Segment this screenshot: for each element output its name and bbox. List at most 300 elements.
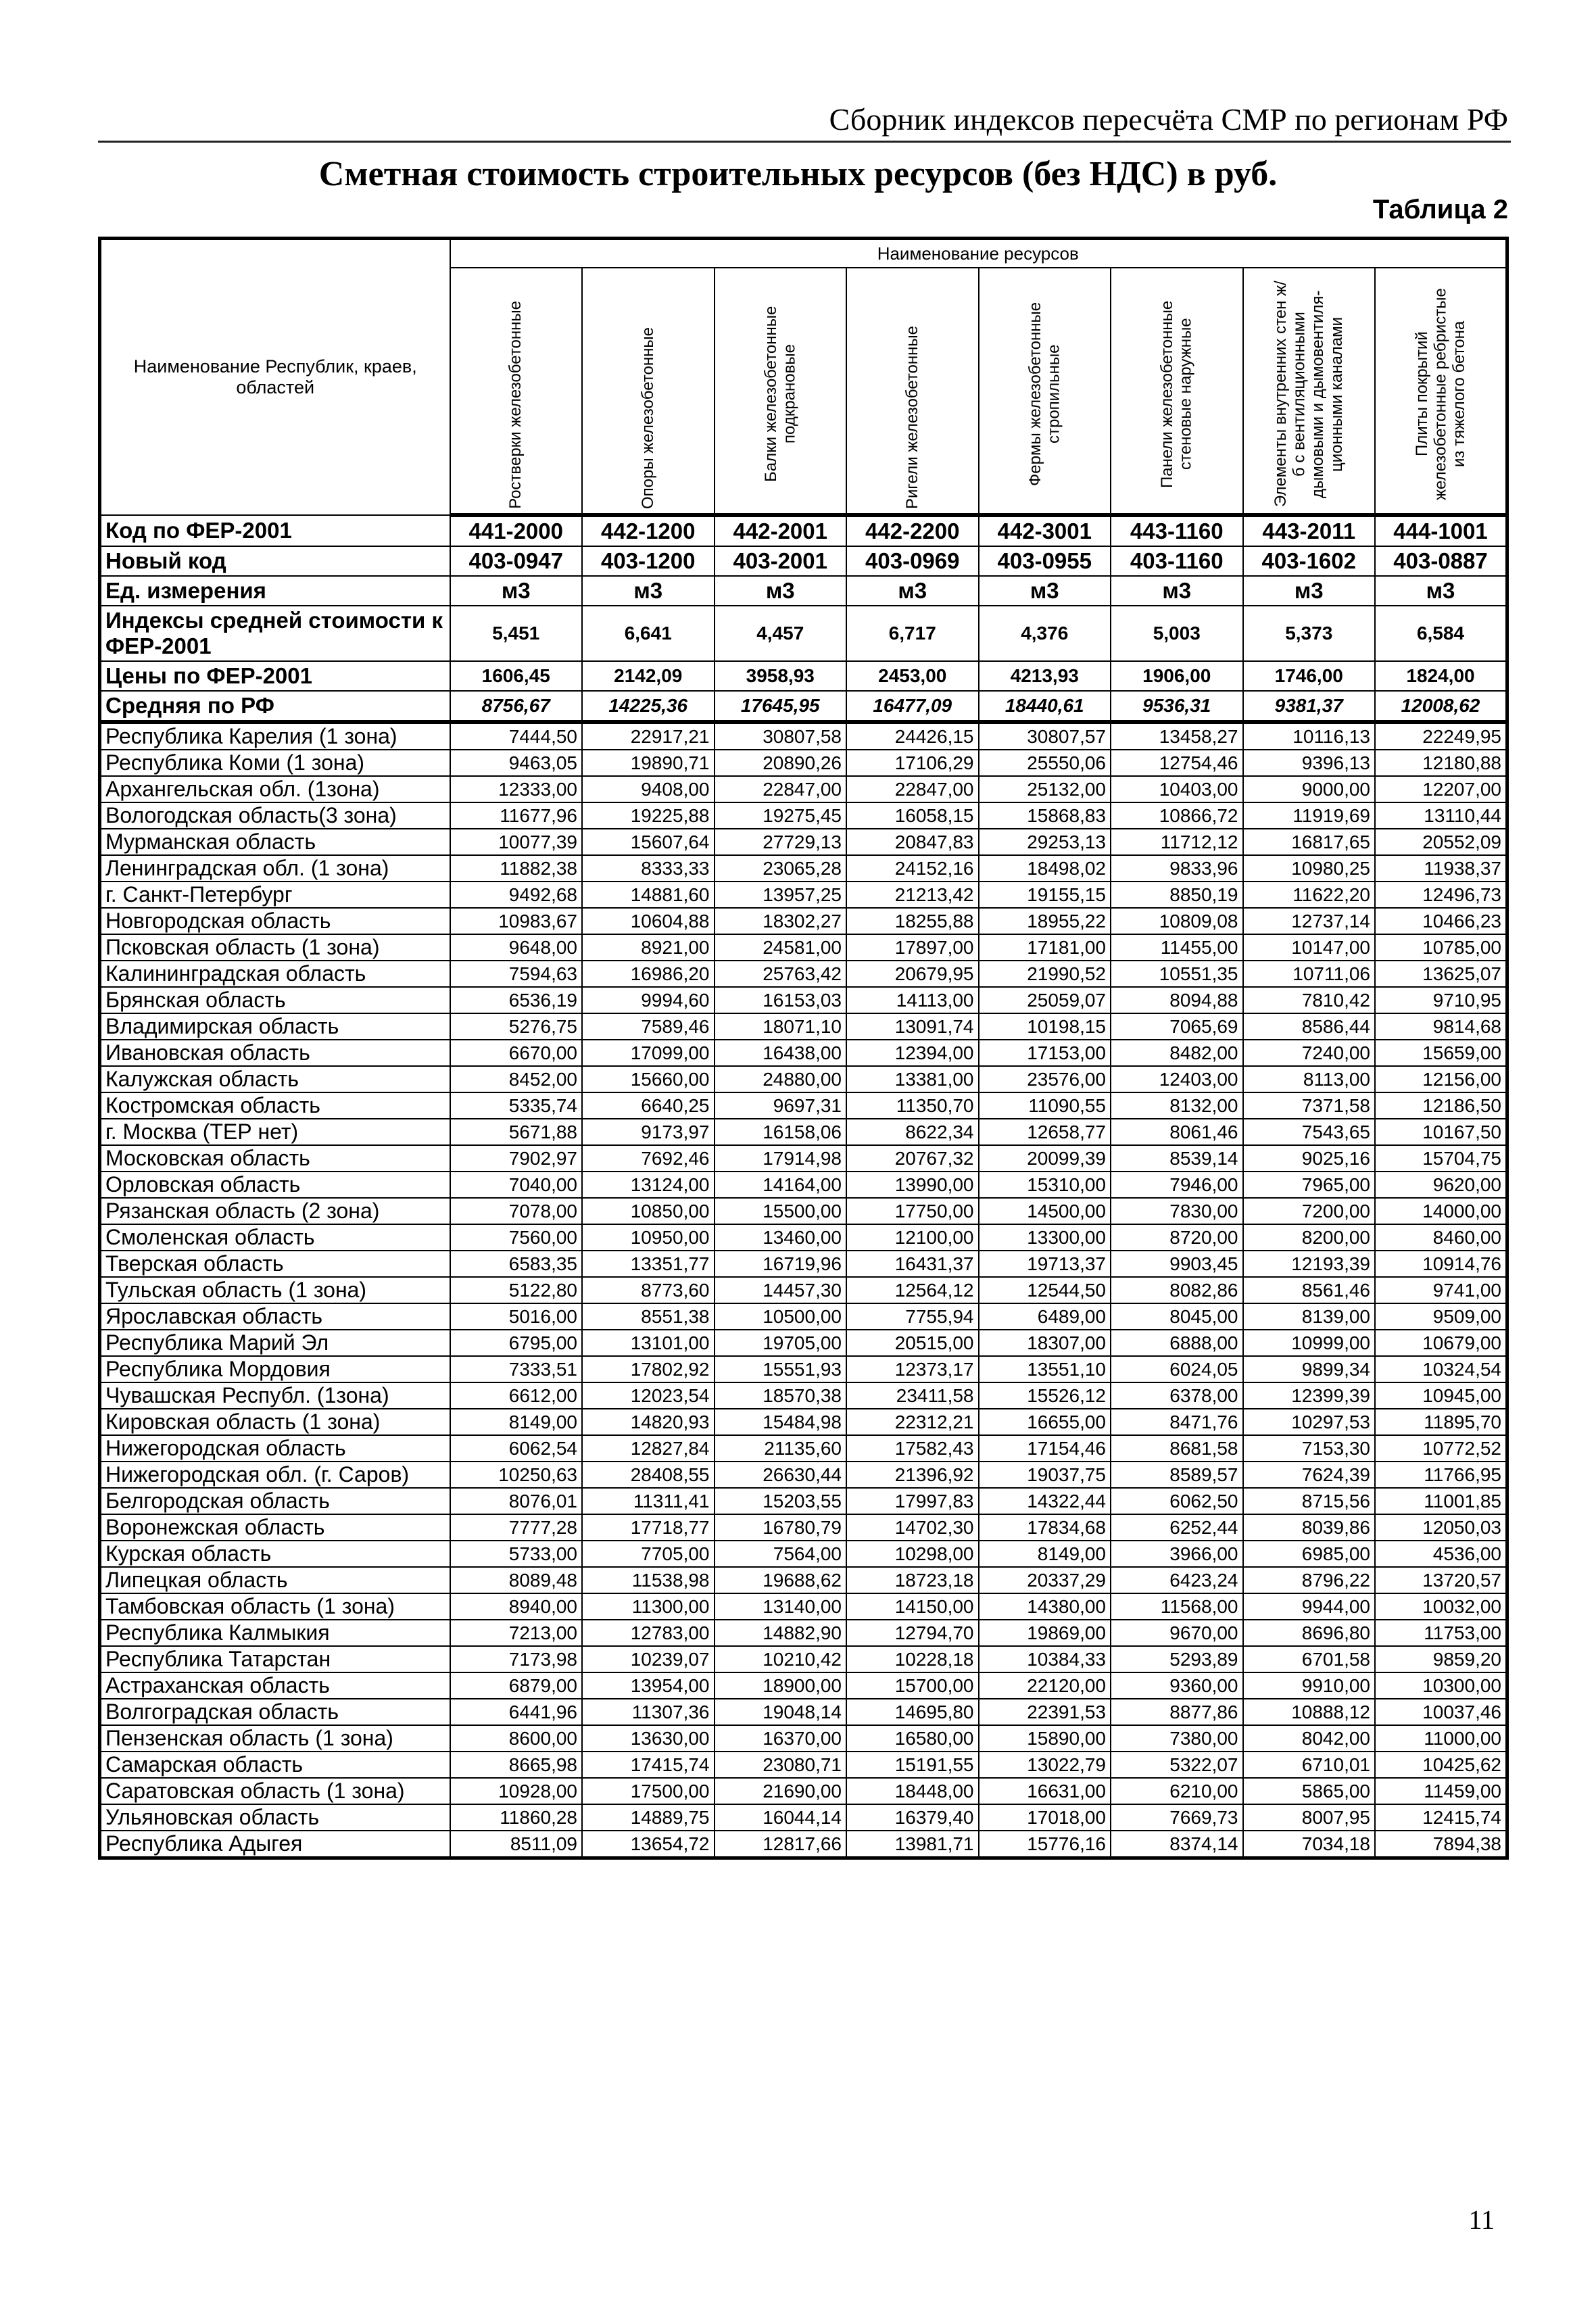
table-row bbox=[100, 1013, 1507, 1040]
price-cell: 8561,46 bbox=[1243, 1277, 1376, 1303]
region-name: Тверская область bbox=[100, 1251, 450, 1277]
price-cell: 15659,00 bbox=[1375, 1040, 1507, 1066]
price-cell: 11090,55 bbox=[979, 1092, 1111, 1119]
region-name: Ивановская область bbox=[100, 1040, 450, 1066]
price-cell: 21990,52 bbox=[979, 961, 1111, 987]
table-row bbox=[100, 1778, 1507, 1804]
price-cell: 21213,42 bbox=[846, 882, 979, 908]
region-name: Новгородская область bbox=[100, 908, 450, 934]
price-cell: 19048,14 bbox=[715, 1699, 847, 1725]
price-cell: 17018,00 bbox=[979, 1804, 1111, 1831]
region-name: Ульяновская область bbox=[100, 1804, 450, 1831]
price-cell: 13101,00 bbox=[582, 1330, 715, 1356]
meta-cell: 3958,93 bbox=[715, 661, 847, 691]
region-name: Липецкая область bbox=[100, 1567, 450, 1593]
price-cell: 13091,74 bbox=[846, 1013, 979, 1040]
meta-row-label: Код по ФЕР-2001 bbox=[100, 515, 450, 546]
price-cell: 12817,66 bbox=[715, 1831, 847, 1858]
price-cell: 20552,09 bbox=[1375, 829, 1507, 855]
price-cell: 12100,00 bbox=[846, 1224, 979, 1251]
price-cell: 6062,54 bbox=[450, 1435, 583, 1462]
region-name: Нижегородская обл. (г. Саров) bbox=[100, 1462, 450, 1488]
price-cell: 12754,46 bbox=[1111, 750, 1243, 776]
header-rule bbox=[98, 141, 1511, 143]
price-cell: 20679,95 bbox=[846, 961, 979, 987]
table-row bbox=[100, 1330, 1507, 1356]
price-cell: 10551,35 bbox=[1111, 961, 1243, 987]
price-cell: 25763,42 bbox=[715, 961, 847, 987]
resource-column-header bbox=[715, 268, 847, 515]
price-cell: 10888,12 bbox=[1243, 1699, 1376, 1725]
price-cell: 19713,37 bbox=[979, 1251, 1111, 1277]
price-cell: 12050,03 bbox=[1375, 1514, 1507, 1541]
price-cell: 19890,71 bbox=[582, 750, 715, 776]
price-cell: 30807,57 bbox=[979, 722, 1111, 750]
price-cell: 10116,13 bbox=[1243, 722, 1376, 750]
region-name: Республика Марий Эл bbox=[100, 1330, 450, 1356]
price-cell: 9000,00 bbox=[1243, 776, 1376, 802]
price-cell: 8796,22 bbox=[1243, 1567, 1376, 1593]
price-cell: 27729,13 bbox=[715, 829, 847, 855]
price-cell: 7894,38 bbox=[1375, 1831, 1507, 1858]
price-cell: 7810,42 bbox=[1243, 987, 1376, 1013]
price-cell: 11766,95 bbox=[1375, 1462, 1507, 1488]
price-cell: 13630,00 bbox=[582, 1725, 715, 1752]
meta-row bbox=[100, 691, 1507, 722]
price-cell: 10980,25 bbox=[1243, 855, 1376, 882]
table-row bbox=[100, 750, 1507, 776]
price-cell: 11895,70 bbox=[1375, 1409, 1507, 1435]
resource-column-header bbox=[1243, 268, 1376, 515]
price-cell: 6701,58 bbox=[1243, 1646, 1376, 1672]
meta-cell: 16477,09 bbox=[846, 691, 979, 722]
price-cell: 20337,29 bbox=[979, 1567, 1111, 1593]
price-cell: 16044,14 bbox=[715, 1804, 847, 1831]
price-cell: 7560,00 bbox=[450, 1224, 583, 1251]
price-cell: 5122,80 bbox=[450, 1277, 583, 1303]
price-cell: 9944,00 bbox=[1243, 1593, 1376, 1620]
price-cell: 13654,72 bbox=[582, 1831, 715, 1858]
running-head: Сборник индексов пересчёта СМР по регионам РФ bbox=[829, 102, 1508, 137]
price-cell: 8045,00 bbox=[1111, 1303, 1243, 1330]
price-cell: 18570,38 bbox=[715, 1382, 847, 1409]
price-cell: 10928,00 bbox=[450, 1778, 583, 1804]
price-cell: 7078,00 bbox=[450, 1198, 583, 1224]
region-name: Орловская область bbox=[100, 1172, 450, 1198]
price-cell: 9408,00 bbox=[582, 776, 715, 802]
price-cell: 8149,00 bbox=[979, 1541, 1111, 1567]
price-cell: 13954,00 bbox=[582, 1672, 715, 1699]
meta-cell: 12008,62 bbox=[1375, 691, 1507, 722]
meta-row bbox=[100, 576, 1507, 606]
price-cell: 14881,60 bbox=[582, 882, 715, 908]
price-cell: 6670,00 bbox=[450, 1040, 583, 1066]
resource-column-header bbox=[582, 268, 715, 515]
price-cell: 15500,00 bbox=[715, 1198, 847, 1224]
region-name: Ярославская область bbox=[100, 1303, 450, 1330]
price-cell: 8113,00 bbox=[1243, 1066, 1376, 1092]
price-cell: 8720,00 bbox=[1111, 1224, 1243, 1251]
region-name: Курская область bbox=[100, 1541, 450, 1567]
price-cell: 11300,00 bbox=[582, 1593, 715, 1620]
region-name: Белгородская область bbox=[100, 1488, 450, 1514]
price-cell: 8076,01 bbox=[450, 1488, 583, 1514]
price-cell: 13460,00 bbox=[715, 1224, 847, 1251]
region-name: Воронежская область bbox=[100, 1514, 450, 1541]
meta-cell: м3 bbox=[1111, 576, 1243, 606]
price-cell: 6489,00 bbox=[979, 1303, 1111, 1330]
price-cell: 21690,00 bbox=[715, 1778, 847, 1804]
price-cell: 25550,06 bbox=[979, 750, 1111, 776]
price-cell: 12180,88 bbox=[1375, 750, 1507, 776]
price-cell: 11459,00 bbox=[1375, 1778, 1507, 1804]
price-cell: 6378,00 bbox=[1111, 1382, 1243, 1409]
price-cell: 18307,00 bbox=[979, 1330, 1111, 1356]
price-cell: 19275,45 bbox=[715, 802, 847, 829]
price-cell: 6024,05 bbox=[1111, 1356, 1243, 1382]
price-cell: 20890,26 bbox=[715, 750, 847, 776]
price-cell: 10983,67 bbox=[450, 908, 583, 934]
table-row bbox=[100, 961, 1507, 987]
meta-cell: 403-1160 bbox=[1111, 546, 1243, 576]
price-cell: 23065,28 bbox=[715, 855, 847, 882]
price-cell: 6879,00 bbox=[450, 1672, 583, 1699]
price-cell: 19037,75 bbox=[979, 1462, 1111, 1488]
price-cell: 9899,34 bbox=[1243, 1356, 1376, 1382]
price-cell: 10210,42 bbox=[715, 1646, 847, 1672]
resource-column-label: Плиты покрытий железобетонные ребристые из тяжелого бетона bbox=[1412, 288, 1468, 500]
region-name: Тамбовская область (1 зона) bbox=[100, 1593, 450, 1620]
price-cell: 11938,37 bbox=[1375, 855, 1507, 882]
region-name: Республика Татарстан bbox=[100, 1646, 450, 1672]
region-name: Московская область bbox=[100, 1145, 450, 1172]
price-cell: 16631,00 bbox=[979, 1778, 1111, 1804]
price-cell: 10785,00 bbox=[1375, 934, 1507, 961]
price-cell: 14882,90 bbox=[715, 1620, 847, 1646]
price-cell: 24426,15 bbox=[846, 722, 979, 750]
price-cell: 22120,00 bbox=[979, 1672, 1111, 1699]
price-cell: 12403,00 bbox=[1111, 1066, 1243, 1092]
price-cell: 8850,19 bbox=[1111, 882, 1243, 908]
region-name: Волгоградская область bbox=[100, 1699, 450, 1725]
price-cell: 14500,00 bbox=[979, 1198, 1111, 1224]
meta-cell: 1606,45 bbox=[450, 661, 583, 691]
price-cell: 11311,41 bbox=[582, 1488, 715, 1514]
price-cell: 11350,70 bbox=[846, 1092, 979, 1119]
price-cell: 15191,55 bbox=[846, 1752, 979, 1778]
price-cell: 10300,00 bbox=[1375, 1672, 1507, 1699]
price-cell: 23080,71 bbox=[715, 1752, 847, 1778]
price-cell: 5016,00 bbox=[450, 1303, 583, 1330]
price-cell: 9463,05 bbox=[450, 750, 583, 776]
meta-cell: 1906,00 bbox=[1111, 661, 1243, 691]
table-row bbox=[100, 1541, 1507, 1567]
price-cell: 18255,88 bbox=[846, 908, 979, 934]
price-cell: 6441,96 bbox=[450, 1699, 583, 1725]
price-cell: 7200,00 bbox=[1243, 1198, 1376, 1224]
price-cell: 15868,83 bbox=[979, 802, 1111, 829]
price-cell: 9859,20 bbox=[1375, 1646, 1507, 1672]
price-cell: 11677,96 bbox=[450, 802, 583, 829]
price-cell: 15310,00 bbox=[979, 1172, 1111, 1198]
price-cell: 16158,06 bbox=[715, 1119, 847, 1145]
table-row bbox=[100, 829, 1507, 855]
price-cell: 15660,00 bbox=[582, 1066, 715, 1092]
price-cell: 15890,00 bbox=[979, 1725, 1111, 1752]
price-cell: 13720,57 bbox=[1375, 1567, 1507, 1593]
price-cell: 12564,12 bbox=[846, 1277, 979, 1303]
price-cell: 7034,18 bbox=[1243, 1831, 1376, 1858]
price-cell: 24581,00 bbox=[715, 934, 847, 961]
table-row bbox=[100, 1409, 1507, 1435]
page-title: Сметная стоимость строительных ресурсов (без НДС) в руб. bbox=[318, 155, 1278, 193]
price-cell: 7444,50 bbox=[450, 722, 583, 750]
price-cell: 5293,89 bbox=[1111, 1646, 1243, 1672]
price-cell: 11001,85 bbox=[1375, 1488, 1507, 1514]
price-cell: 16580,00 bbox=[846, 1725, 979, 1752]
price-cell: 10077,39 bbox=[450, 829, 583, 855]
price-cell: 11882,38 bbox=[450, 855, 583, 882]
price-cell: 6423,24 bbox=[1111, 1567, 1243, 1593]
price-cell: 20515,00 bbox=[846, 1330, 979, 1356]
price-cell: 10999,00 bbox=[1243, 1330, 1376, 1356]
region-name: Калужская область bbox=[100, 1066, 450, 1092]
price-cell: 10147,00 bbox=[1243, 934, 1376, 961]
meta-cell: 1824,00 bbox=[1375, 661, 1507, 691]
price-cell: 11622,20 bbox=[1243, 882, 1376, 908]
price-cell: 16719,96 bbox=[715, 1251, 847, 1277]
price-cell: 7173,98 bbox=[450, 1646, 583, 1672]
price-cell: 9620,00 bbox=[1375, 1172, 1507, 1198]
price-cell: 22847,00 bbox=[846, 776, 979, 802]
region-name: г. Москва (ТЕР нет) bbox=[100, 1119, 450, 1145]
price-cell: 17099,00 bbox=[582, 1040, 715, 1066]
table-row bbox=[100, 1198, 1507, 1224]
resource-column-label: Опоры железобетонные bbox=[638, 327, 657, 509]
table-row bbox=[100, 1752, 1507, 1778]
meta-cell: 5,451 bbox=[450, 606, 583, 661]
resource-column-label: Фермы железобетонные стропильные bbox=[1025, 301, 1063, 487]
price-cell: 5865,00 bbox=[1243, 1778, 1376, 1804]
table-row bbox=[100, 1488, 1507, 1514]
price-cell: 8374,14 bbox=[1111, 1831, 1243, 1858]
meta-cell: 6,641 bbox=[582, 606, 715, 661]
meta-cell: 8756,67 bbox=[450, 691, 583, 722]
table-number: Таблица 2 bbox=[1372, 195, 1508, 224]
price-cell: 17181,00 bbox=[979, 934, 1111, 961]
table-row bbox=[100, 776, 1507, 802]
price-cell: 22391,53 bbox=[979, 1699, 1111, 1725]
region-name: Архангельская обл. (1зона) bbox=[100, 776, 450, 802]
price-cell: 12794,70 bbox=[846, 1620, 979, 1646]
price-cell: 9814,68 bbox=[1375, 1013, 1507, 1040]
price-cell: 3966,00 bbox=[1111, 1541, 1243, 1567]
price-cell: 10466,23 bbox=[1375, 908, 1507, 934]
price-cell: 8039,86 bbox=[1243, 1514, 1376, 1541]
meta-cell: 403-2001 bbox=[715, 546, 847, 576]
price-cell: 9025,16 bbox=[1243, 1145, 1376, 1172]
price-cell: 17834,68 bbox=[979, 1514, 1111, 1541]
region-column-header: Наименование Республик, краев, областей bbox=[100, 239, 450, 516]
table-row bbox=[100, 1303, 1507, 1330]
price-cell: 9903,45 bbox=[1111, 1251, 1243, 1277]
meta-cell: 6,584 bbox=[1375, 606, 1507, 661]
price-cell: 9396,13 bbox=[1243, 750, 1376, 776]
price-cell: 12023,54 bbox=[582, 1382, 715, 1409]
table-row bbox=[100, 722, 1507, 750]
price-cell: 9741,00 bbox=[1375, 1277, 1507, 1303]
meta-cell: м3 bbox=[846, 576, 979, 606]
table-row bbox=[100, 1831, 1507, 1858]
meta-cell: 9381,37 bbox=[1243, 691, 1376, 722]
price-cell: 14457,30 bbox=[715, 1277, 847, 1303]
region-name: Республика Карелия (1 зона) bbox=[100, 722, 450, 750]
meta-cell: 4,457 bbox=[715, 606, 847, 661]
price-cell: 10032,00 bbox=[1375, 1593, 1507, 1620]
price-cell: 7333,51 bbox=[450, 1356, 583, 1382]
price-cell: 19869,00 bbox=[979, 1620, 1111, 1646]
price-cell: 17897,00 bbox=[846, 934, 979, 961]
table-row bbox=[100, 1593, 1507, 1620]
price-cell: 10500,00 bbox=[715, 1303, 847, 1330]
price-cell: 16438,00 bbox=[715, 1040, 847, 1066]
region-name: Республика Адыгея bbox=[100, 1831, 450, 1858]
region-name: Смоленская область bbox=[100, 1224, 450, 1251]
region-name: Тульская область (1 зона) bbox=[100, 1277, 450, 1303]
resource-column-header bbox=[1375, 268, 1507, 515]
price-cell: 11538,98 bbox=[582, 1567, 715, 1593]
price-cell: 8622,34 bbox=[846, 1119, 979, 1145]
meta-cell: 403-1602 bbox=[1243, 546, 1376, 576]
price-cell: 13140,00 bbox=[715, 1593, 847, 1620]
price-cell: 10228,18 bbox=[846, 1646, 979, 1672]
price-cell: 22847,00 bbox=[715, 776, 847, 802]
table-row bbox=[100, 1804, 1507, 1831]
price-cell: 16986,20 bbox=[582, 961, 715, 987]
price-cell: 11712,12 bbox=[1111, 829, 1243, 855]
resource-column-header bbox=[1111, 268, 1243, 515]
resource-cost-table bbox=[98, 237, 1509, 1860]
meta-row bbox=[100, 546, 1507, 576]
price-cell: 16370,00 bbox=[715, 1725, 847, 1752]
price-cell: 13458,27 bbox=[1111, 722, 1243, 750]
price-cell: 10384,33 bbox=[979, 1646, 1111, 1672]
price-cell: 12783,00 bbox=[582, 1620, 715, 1646]
resource-column-label: Элементы внутренних стен ж/б с вентиляционными дымовыми и дымовентиля-ционными каналами bbox=[1272, 281, 1346, 508]
price-cell: 10866,72 bbox=[1111, 802, 1243, 829]
price-cell: 17106,29 bbox=[846, 750, 979, 776]
price-cell: 24880,00 bbox=[715, 1066, 847, 1092]
price-cell: 10772,52 bbox=[1375, 1435, 1507, 1462]
price-cell: 18955,22 bbox=[979, 908, 1111, 934]
price-cell: 15700,00 bbox=[846, 1672, 979, 1699]
price-cell: 14820,93 bbox=[582, 1409, 715, 1435]
price-cell: 13957,25 bbox=[715, 882, 847, 908]
price-cell: 23411,58 bbox=[846, 1382, 979, 1409]
price-cell: 7240,00 bbox=[1243, 1040, 1376, 1066]
price-cell: 30807,58 bbox=[715, 722, 847, 750]
meta-cell: 18440,61 bbox=[979, 691, 1111, 722]
price-cell: 10679,00 bbox=[1375, 1330, 1507, 1356]
price-cell: 7669,73 bbox=[1111, 1804, 1243, 1831]
price-cell: 15526,12 bbox=[979, 1382, 1111, 1409]
meta-row-label: Цены по ФЕР-2001 bbox=[100, 661, 450, 691]
price-cell: 12737,14 bbox=[1243, 908, 1376, 934]
price-cell: 14702,30 bbox=[846, 1514, 979, 1541]
table-row bbox=[100, 1066, 1507, 1092]
price-cell: 8600,00 bbox=[450, 1725, 583, 1752]
resource-column-header bbox=[450, 268, 583, 515]
table-row bbox=[100, 908, 1507, 934]
price-cell: 16655,00 bbox=[979, 1409, 1111, 1435]
price-cell: 6710,01 bbox=[1243, 1752, 1376, 1778]
price-cell: 15704,75 bbox=[1375, 1145, 1507, 1172]
meta-row bbox=[100, 515, 1507, 546]
price-cell: 8696,80 bbox=[1243, 1620, 1376, 1646]
table-row bbox=[100, 1092, 1507, 1119]
price-cell: 13625,07 bbox=[1375, 961, 1507, 987]
price-cell: 20099,39 bbox=[979, 1145, 1111, 1172]
price-cell: 9710,95 bbox=[1375, 987, 1507, 1013]
resource-column-label: Ростверки железобетонные bbox=[506, 301, 525, 509]
price-cell: 12186,50 bbox=[1375, 1092, 1507, 1119]
price-cell: 8589,57 bbox=[1111, 1462, 1243, 1488]
meta-cell: 14225,36 bbox=[582, 691, 715, 722]
price-cell: 10324,54 bbox=[1375, 1356, 1507, 1382]
price-cell: 8665,98 bbox=[450, 1752, 583, 1778]
price-cell: 14380,00 bbox=[979, 1593, 1111, 1620]
price-cell: 17802,92 bbox=[582, 1356, 715, 1382]
price-cell: 18498,02 bbox=[979, 855, 1111, 882]
price-cell: 10297,53 bbox=[1243, 1409, 1376, 1435]
region-name: Самарская область bbox=[100, 1752, 450, 1778]
table-row bbox=[100, 1435, 1507, 1462]
meta-cell: 442-2001 bbox=[715, 515, 847, 546]
price-cell: 8200,00 bbox=[1243, 1224, 1376, 1251]
price-cell: 20847,83 bbox=[846, 829, 979, 855]
price-cell: 16058,15 bbox=[846, 802, 979, 829]
price-cell: 12193,39 bbox=[1243, 1251, 1376, 1277]
price-cell: 7213,00 bbox=[450, 1620, 583, 1646]
price-cell: 12827,84 bbox=[582, 1435, 715, 1462]
price-cell: 15551,93 bbox=[715, 1356, 847, 1382]
price-cell: 7594,63 bbox=[450, 961, 583, 987]
price-cell: 11919,69 bbox=[1243, 802, 1376, 829]
price-cell: 11860,28 bbox=[450, 1804, 583, 1831]
region-name: Костромская область bbox=[100, 1092, 450, 1119]
price-cell: 6985,00 bbox=[1243, 1541, 1376, 1567]
meta-cell: 403-0947 bbox=[450, 546, 583, 576]
region-name: Чувашская Республ. (1зона) bbox=[100, 1382, 450, 1409]
meta-cell: 443-2011 bbox=[1243, 515, 1376, 546]
region-name: Пензенская область (1 зона) bbox=[100, 1725, 450, 1752]
price-cell: 8132,00 bbox=[1111, 1092, 1243, 1119]
table-row bbox=[100, 1172, 1507, 1198]
price-cell: 8482,00 bbox=[1111, 1040, 1243, 1066]
price-cell: 5322,07 bbox=[1111, 1752, 1243, 1778]
price-cell: 16780,79 bbox=[715, 1514, 847, 1541]
price-cell: 17750,00 bbox=[846, 1198, 979, 1224]
price-cell: 10945,00 bbox=[1375, 1382, 1507, 1409]
price-cell: 6536,19 bbox=[450, 987, 583, 1013]
price-cell: 8551,38 bbox=[582, 1303, 715, 1330]
price-cell: 14150,00 bbox=[846, 1593, 979, 1620]
price-cell: 10167,50 bbox=[1375, 1119, 1507, 1145]
price-cell: 11000,00 bbox=[1375, 1725, 1507, 1752]
price-cell: 7830,00 bbox=[1111, 1198, 1243, 1224]
price-cell: 17153,00 bbox=[979, 1040, 1111, 1066]
price-cell: 8471,76 bbox=[1111, 1409, 1243, 1435]
